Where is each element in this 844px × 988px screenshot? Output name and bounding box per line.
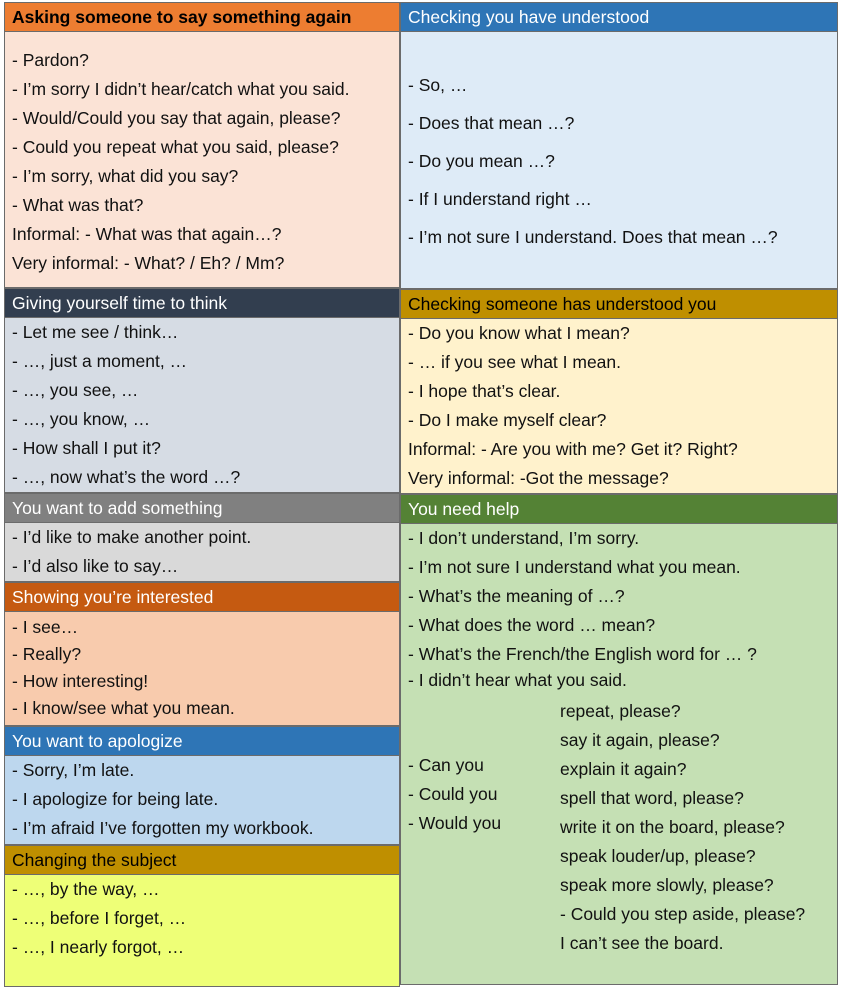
phrase: - Do I make myself clear? xyxy=(408,410,607,430)
section-title: Changing the subject xyxy=(5,846,399,875)
section-body xyxy=(401,32,837,288)
section-body xyxy=(401,319,837,493)
phrase: - I’m afraid I’ve forgotten my workbook. xyxy=(12,818,314,838)
request-endings xyxy=(560,697,805,958)
section-body xyxy=(5,756,399,844)
phrase: - Let me see / think… xyxy=(12,322,179,342)
section-body xyxy=(401,524,837,984)
phrase: - I see… xyxy=(12,617,79,637)
phrase: - I know/see what you mean. xyxy=(12,698,235,718)
ending: speak more slowly, please? xyxy=(560,875,774,895)
section-someone-understood xyxy=(400,289,838,494)
phrase: - …, I nearly forgot, … xyxy=(12,937,185,957)
section-body xyxy=(5,32,399,287)
section-body xyxy=(5,523,399,581)
ending: I can’t see the board. xyxy=(560,933,724,953)
phrase: Very informal: - What? / Eh? / Mm? xyxy=(12,253,285,273)
phrase: - I didn’t hear what you said. xyxy=(408,670,627,690)
section-checking-understood xyxy=(400,2,838,289)
section-interested xyxy=(4,582,400,726)
ending: write it on the board, please? xyxy=(560,817,785,837)
section-body xyxy=(5,318,399,492)
phrase: - … if you see what I mean. xyxy=(408,352,622,372)
phrase: - …, just a moment, … xyxy=(12,351,188,371)
phrase: - Sorry, I’m late. xyxy=(12,760,135,780)
ending: speak louder/up, please? xyxy=(560,846,756,866)
opener: - Would you xyxy=(408,813,502,833)
phrase: - What’s the French/the English word for … ? xyxy=(408,644,757,664)
phrase: - I’m sorry I didn’t hear/catch what you said. xyxy=(12,79,350,99)
phrase: - I hope that’s clear. xyxy=(408,381,561,401)
section-body xyxy=(5,612,399,725)
phrase: - Could you repeat what you said, please? xyxy=(12,137,339,157)
phrase: - …, by the way, … xyxy=(12,879,160,899)
phrase: - I’d like to make another point. xyxy=(12,527,252,547)
section-time-to-think xyxy=(4,288,400,493)
section-title: Asking someone to say something again xyxy=(5,3,399,32)
phrase: - Pardon? xyxy=(12,50,89,70)
phrase: - If I understand right … xyxy=(408,189,592,209)
section-need-help xyxy=(400,494,838,985)
phrase: Very informal: -Got the message? xyxy=(408,468,669,488)
phrase: - What’s the meaning of …? xyxy=(408,586,625,606)
phrase: - What does the word … mean? xyxy=(408,615,656,635)
phrase: - Does that mean …? xyxy=(408,113,575,133)
phrase: - Really? xyxy=(12,644,82,664)
section-changing-subject xyxy=(4,845,400,987)
phrase: - …, before I forget, … xyxy=(12,908,187,928)
ending: spell that word, please? xyxy=(560,788,744,808)
phrase: - Do you mean …? xyxy=(408,151,555,171)
phrase: - Would/Could you say that again, please? xyxy=(12,108,341,128)
right-column xyxy=(400,2,838,985)
left-column xyxy=(4,2,400,987)
phrase: - …, you see, … xyxy=(12,380,139,400)
ending: say it again, please? xyxy=(560,730,720,750)
phrase: - I’m sorry, what did you say? xyxy=(12,166,239,186)
phrase: - Do you know what I mean? xyxy=(408,323,630,343)
phrase: Informal: - Are you with me? Get it? Right? xyxy=(408,439,738,459)
phrase: - How interesting! xyxy=(12,671,149,691)
section-apologize xyxy=(4,726,400,845)
phrase: - I’d also like to say… xyxy=(12,556,179,576)
section-title: You want to add something xyxy=(5,494,399,523)
phrase: - What was that? xyxy=(12,195,144,215)
section-title: Checking you have understood xyxy=(401,3,837,32)
section-asking-again xyxy=(4,2,400,288)
phrase: - I apologize for being late. xyxy=(12,789,219,809)
request-openers xyxy=(408,751,501,838)
phrase: - …, you know, … xyxy=(12,409,151,429)
phrase: - I don’t understand, I’m sorry. xyxy=(408,528,640,548)
section-body xyxy=(5,875,399,986)
ending: explain it again? xyxy=(560,759,687,779)
section-title: You want to apologize xyxy=(5,727,399,756)
phrase: - So, … xyxy=(408,75,468,95)
phrase: - …, now what’s the word …? xyxy=(12,467,241,487)
ending: - Could you step aside, please? xyxy=(560,904,806,924)
section-add-something xyxy=(4,493,400,582)
section-title: Giving yourself time to think xyxy=(5,289,399,318)
section-title: You need help xyxy=(401,495,837,524)
phrase: - I’m not sure I understand. Does that mean …? xyxy=(408,227,778,247)
ending: repeat, please? xyxy=(560,701,681,721)
phrase: Informal: - What was that again…? xyxy=(12,224,282,244)
help-phrases xyxy=(408,524,837,692)
opener: - Can you xyxy=(408,755,484,775)
phrase: - I’m not sure I understand what you mean. xyxy=(408,557,741,577)
section-title: Showing you’re interested xyxy=(5,583,399,612)
opener: - Could you xyxy=(408,784,498,804)
phrase: - How shall I put it? xyxy=(12,438,161,458)
section-title: Checking someone has understood you xyxy=(401,290,837,319)
